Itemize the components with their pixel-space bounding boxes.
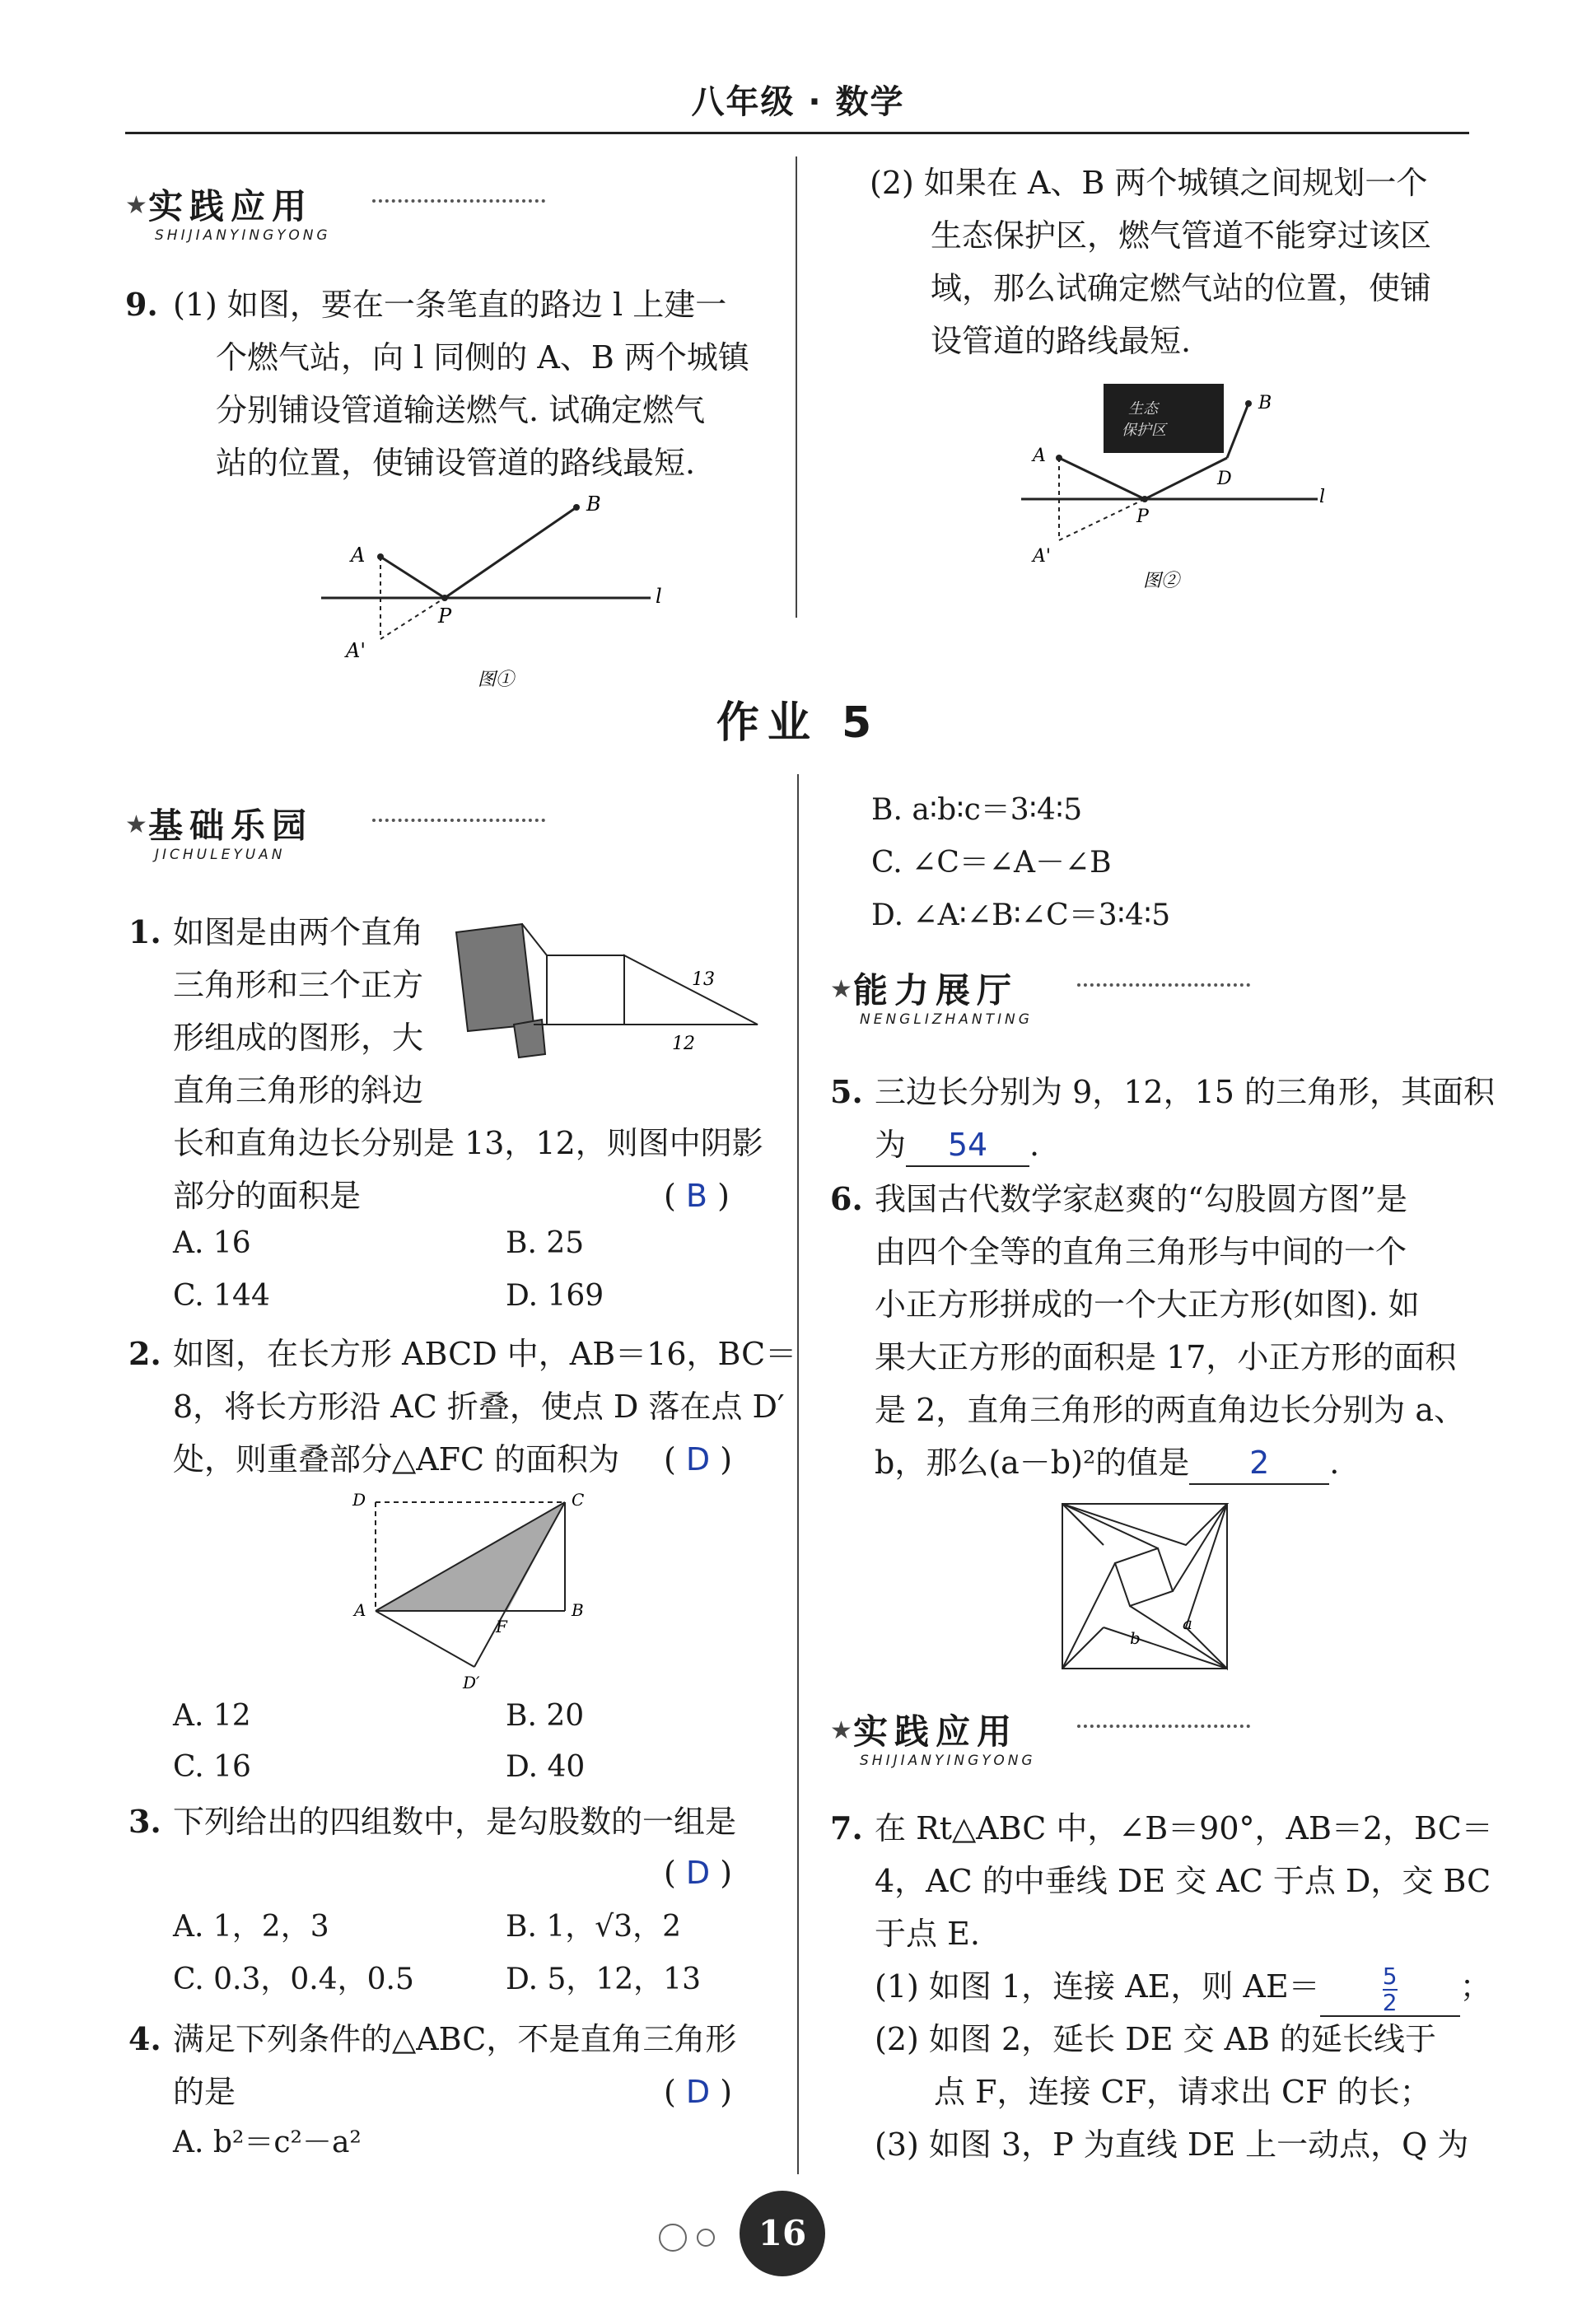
option: C. 16 bbox=[173, 1750, 251, 1784]
running-header: 八年级 · 数学 bbox=[691, 83, 905, 121]
section-subtitle: SHIJIANYINGYONG bbox=[155, 227, 331, 244]
q6-prefix: b，那么(a－b)²的值是 bbox=[875, 1445, 1190, 1481]
segment-DB bbox=[1227, 404, 1248, 458]
large-right-triangle bbox=[624, 955, 758, 1025]
point-P bbox=[441, 595, 448, 601]
q7-line: 4，AC 的中垂线 DE 交 AC 于点 D，交 BC bbox=[875, 1863, 1491, 1899]
q9-part2-line: 设管道的路线最短. bbox=[931, 323, 1192, 359]
option: D. 169 bbox=[506, 1279, 604, 1313]
q7-part1-prefix: (1) 如图 1，连接 AE，则 AE＝ bbox=[875, 1968, 1320, 2005]
point-B bbox=[573, 504, 580, 511]
answer-choice: D bbox=[685, 1441, 711, 1477]
q1-line: 部分的面积是 bbox=[173, 1178, 362, 1214]
section-title: 实践应用 bbox=[148, 186, 314, 226]
option: A. 1，2，3 bbox=[173, 1910, 329, 1944]
option: A. 16 bbox=[173, 1226, 251, 1260]
label-A-prime: A' bbox=[346, 639, 366, 662]
label-leg: 12 bbox=[672, 1034, 695, 1054]
inner-edge bbox=[1130, 1606, 1227, 1669]
triangle-edge bbox=[1104, 1627, 1227, 1669]
header-rule bbox=[125, 132, 1469, 134]
q1-line: 形组成的图形，大 bbox=[173, 1020, 424, 1056]
question-number: 2. bbox=[128, 1335, 161, 1372]
option: B. a∶b∶c＝3∶4∶5 bbox=[871, 793, 1083, 827]
section-banner-practice-2 bbox=[830, 1705, 1258, 1787]
q6-line: 小正方形拼成的一个大正方形(如图). 如 bbox=[875, 1286, 1420, 1323]
section-title: 实践应用 bbox=[853, 1711, 1019, 1752]
answer-parentheses: ( B ) bbox=[664, 1178, 730, 1214]
q6-line: 由四个全等的直角三角形与中间的一个 bbox=[875, 1234, 1407, 1270]
q7-line: 于点 E. bbox=[875, 1916, 980, 1952]
star-icon: ★ bbox=[125, 810, 147, 839]
inner-edge bbox=[1062, 1504, 1158, 1548]
segment-AP bbox=[1059, 458, 1145, 499]
option: B. 20 bbox=[506, 1699, 585, 1733]
section-banner-practice bbox=[125, 180, 553, 262]
question-number: 1. bbox=[128, 913, 161, 950]
q2-line: 8，将长方形沿 AC 折叠，使点 D 落在点 D′ bbox=[173, 1389, 785, 1425]
section-title: 基础乐园 bbox=[148, 805, 314, 846]
option: D. ∠A∶∠B∶∠C＝3∶4∶5 bbox=[871, 899, 1171, 932]
label-F: F bbox=[496, 1617, 507, 1636]
question-number: 7. bbox=[830, 1809, 863, 1846]
label-A: A bbox=[351, 544, 366, 567]
question-number: 6. bbox=[830, 1180, 863, 1217]
label-P: P bbox=[1136, 506, 1149, 527]
section-subtitle: JICHULEYUAN bbox=[155, 847, 286, 863]
q5-answer-line bbox=[875, 1118, 1039, 1171]
answer-blank: 2 bbox=[1189, 1442, 1329, 1485]
q9-part1-line: 个燃气站，向 l 同侧的 A、B 两个城镇 bbox=[216, 339, 749, 376]
homework-title: 作业 5 bbox=[716, 698, 880, 748]
option: B. 25 bbox=[506, 1226, 585, 1260]
label-C: C bbox=[572, 1490, 585, 1510]
answer-blank: 54 bbox=[906, 1124, 1029, 1167]
q9-part1-line: 分别铺设管道输送燃气. 试确定燃气 bbox=[216, 392, 706, 428]
label-B: B bbox=[1258, 393, 1272, 413]
star-icon: ★ bbox=[830, 1716, 852, 1745]
segment-PB bbox=[445, 507, 576, 598]
dotted-rule bbox=[372, 199, 545, 203]
segment-A-prime-P bbox=[1059, 499, 1145, 540]
fraction-numerator: 5 bbox=[1382, 1962, 1398, 1990]
label-a: a bbox=[1183, 1613, 1192, 1633]
section-title: 能力展厅 bbox=[853, 970, 1019, 1011]
label-D: D bbox=[1217, 469, 1232, 489]
figure-zhao-shuang-diagram bbox=[1057, 1499, 1239, 1680]
option: D. 5，12，13 bbox=[506, 1963, 701, 1996]
dotted-rule bbox=[372, 819, 545, 822]
label-l: l bbox=[656, 585, 662, 608]
label-B: B bbox=[572, 1600, 584, 1620]
point-A bbox=[1056, 455, 1062, 461]
q5-prefix: 为 bbox=[875, 1127, 907, 1163]
q7-part1-line bbox=[875, 1960, 1491, 2017]
figure-caption: 图② bbox=[1143, 571, 1180, 591]
answer-fraction bbox=[1383, 1964, 1398, 2015]
q9-part2-line: (2) 如果在 A、B 两个城镇之间规划一个 bbox=[870, 165, 1428, 201]
q6-suffix: . bbox=[1329, 1445, 1340, 1481]
option: C. 144 bbox=[173, 1279, 270, 1313]
answer-choice: D bbox=[685, 1855, 711, 1891]
right-triangle-right bbox=[1186, 1504, 1227, 1669]
inner-edge bbox=[1173, 1504, 1227, 1591]
answer-parentheses: ( D ) bbox=[664, 1855, 733, 1891]
option: D. 40 bbox=[506, 1750, 586, 1784]
q5-suffix: . bbox=[1029, 1127, 1040, 1163]
q9-part2-line: 生态保护区，燃气管道不能穿过该区 bbox=[931, 217, 1432, 254]
q6-line: 是 2，直角三角形的两直角边长分别为 a、 bbox=[875, 1392, 1465, 1428]
option: B. 1，√3，2 bbox=[506, 1910, 681, 1944]
q6-line: 我国古代数学家赵爽的“勾股圆方图”是 bbox=[875, 1181, 1407, 1217]
point-A bbox=[377, 553, 384, 560]
point-B bbox=[1245, 400, 1252, 407]
label-A: A bbox=[354, 1600, 366, 1620]
protected-area-label: 生态 bbox=[1128, 400, 1158, 418]
question-number: 3. bbox=[128, 1803, 161, 1840]
segment-PD bbox=[1145, 458, 1227, 499]
middle-square bbox=[547, 955, 624, 1025]
q3-line: 下列给出的四组数中，是勾股数的一组是 bbox=[173, 1804, 737, 1840]
label-b: b bbox=[1130, 1628, 1141, 1648]
label-D-prime: D′ bbox=[463, 1673, 480, 1692]
label-A: A bbox=[1033, 446, 1046, 466]
dotted-rule bbox=[1077, 1725, 1250, 1728]
q7-part2-line: 点 F，连接 CF，请求出 CF 的长； bbox=[934, 2074, 1431, 2110]
protected-area-label: 保护区 bbox=[1122, 422, 1166, 439]
q2-line: 如图，在长方形 ABCD 中，AB＝16，BC＝ bbox=[173, 1336, 797, 1372]
section-subtitle: NENGLIZHANTING bbox=[860, 1011, 1033, 1028]
option: C. 0.3，0.4，0.5 bbox=[173, 1963, 414, 1996]
question-number: 9. bbox=[125, 286, 158, 323]
label-B: B bbox=[586, 494, 601, 516]
decorative-circle bbox=[697, 2229, 715, 2247]
column-divider-bottom bbox=[797, 774, 799, 2174]
segment-A-prime-P bbox=[380, 598, 445, 639]
star-icon: ★ bbox=[830, 975, 852, 1004]
q1-line: 长和直角边长分别是 13，12，则图中阴影 bbox=[173, 1125, 763, 1161]
label-A-prime: A' bbox=[1033, 546, 1051, 567]
q1-line: 直角三角形的斜边 bbox=[173, 1072, 424, 1109]
q9-part1-line: 站的位置，使铺设管道的路线最短. bbox=[216, 445, 696, 481]
option: C. ∠C＝∠A－∠B bbox=[871, 846, 1112, 880]
q6-line: 果大正方形的面积是 17，小正方形的面积 bbox=[875, 1339, 1457, 1375]
question-number: 4. bbox=[128, 2020, 161, 2057]
answer-blank bbox=[1320, 1963, 1460, 2017]
inner-edge bbox=[1062, 1563, 1115, 1669]
q7-part2-line: (2) 如图 2，延长 DE 交 AB 的延长线于 bbox=[875, 2021, 1437, 2057]
q6-answer-line bbox=[875, 1436, 1339, 1489]
answer-choice: D bbox=[685, 2074, 711, 2110]
answer-parentheses: ( D ) bbox=[664, 1441, 733, 1477]
q9-part2-line: 域，那么试确定燃气站的位置，使铺 bbox=[931, 270, 1432, 306]
protected-area-box bbox=[1104, 384, 1224, 453]
column-divider-top bbox=[796, 156, 797, 618]
right-triangle-top bbox=[1062, 1504, 1227, 1545]
q9-part1-line: (1) 如图，要在一条笔直的路边 l 上建一 bbox=[173, 287, 727, 323]
shaded-square-large bbox=[456, 924, 534, 1031]
q1-line: 三角形和三个正方 bbox=[173, 967, 424, 1003]
option: A. 12 bbox=[173, 1699, 251, 1733]
edge-AD-prime bbox=[376, 1611, 474, 1667]
segment-AP bbox=[380, 557, 445, 598]
label-D: D bbox=[352, 1490, 366, 1510]
figure-squares-triangles bbox=[451, 922, 772, 1071]
question-number: 5. bbox=[830, 1073, 863, 1110]
dotted-rule bbox=[1077, 983, 1250, 987]
section-banner-ability bbox=[830, 964, 1258, 1046]
page-number: 16 bbox=[740, 2191, 825, 2276]
q1-line: 如图是由两个直角 bbox=[173, 914, 424, 950]
point-P bbox=[1141, 496, 1148, 502]
label-l: l bbox=[1319, 487, 1326, 507]
triangle-edge bbox=[1062, 1627, 1104, 1669]
decorative-circle bbox=[659, 2224, 687, 2252]
answer-choice: B bbox=[685, 1178, 707, 1214]
label-hypotenuse: 13 bbox=[692, 969, 715, 990]
label-P: P bbox=[438, 605, 452, 628]
section-banner-basics bbox=[125, 799, 553, 881]
inner-square bbox=[1115, 1548, 1173, 1606]
q4-line: 的是 bbox=[173, 2074, 236, 2110]
figure-folded-rectangle bbox=[343, 1487, 606, 1701]
q7-part1-suffix: ； bbox=[1459, 1968, 1491, 2005]
section-subtitle: SHIJIANYINGYONG bbox=[860, 1753, 1036, 1769]
fraction-denominator: 2 bbox=[1382, 1988, 1398, 2016]
figure-2-protected-area bbox=[1021, 379, 1367, 601]
figure-1-gas-station bbox=[313, 494, 675, 708]
answer-parentheses: ( D ) bbox=[664, 2074, 733, 2110]
q2-line: 处，则重叠部分△AFC 的面积为 bbox=[173, 1441, 620, 1477]
q7-line: 在 Rt△ABC 中，∠B＝90°，AB＝2，BC＝ bbox=[875, 1810, 1493, 1846]
q7-part3-line: (3) 如图 3，P 为直线 DE 上一动点，Q 为 bbox=[875, 2126, 1469, 2163]
figure-caption: 图① bbox=[478, 670, 515, 690]
star-icon: ★ bbox=[125, 191, 147, 220]
q5-line: 三边长分别为 9，12，15 的三角形，其面积 bbox=[875, 1074, 1496, 1110]
q4-line: 满足下列条件的△ABC，不是直角三角形 bbox=[173, 2021, 737, 2057]
option: A. b²＝c²－a² bbox=[173, 2126, 362, 2159]
